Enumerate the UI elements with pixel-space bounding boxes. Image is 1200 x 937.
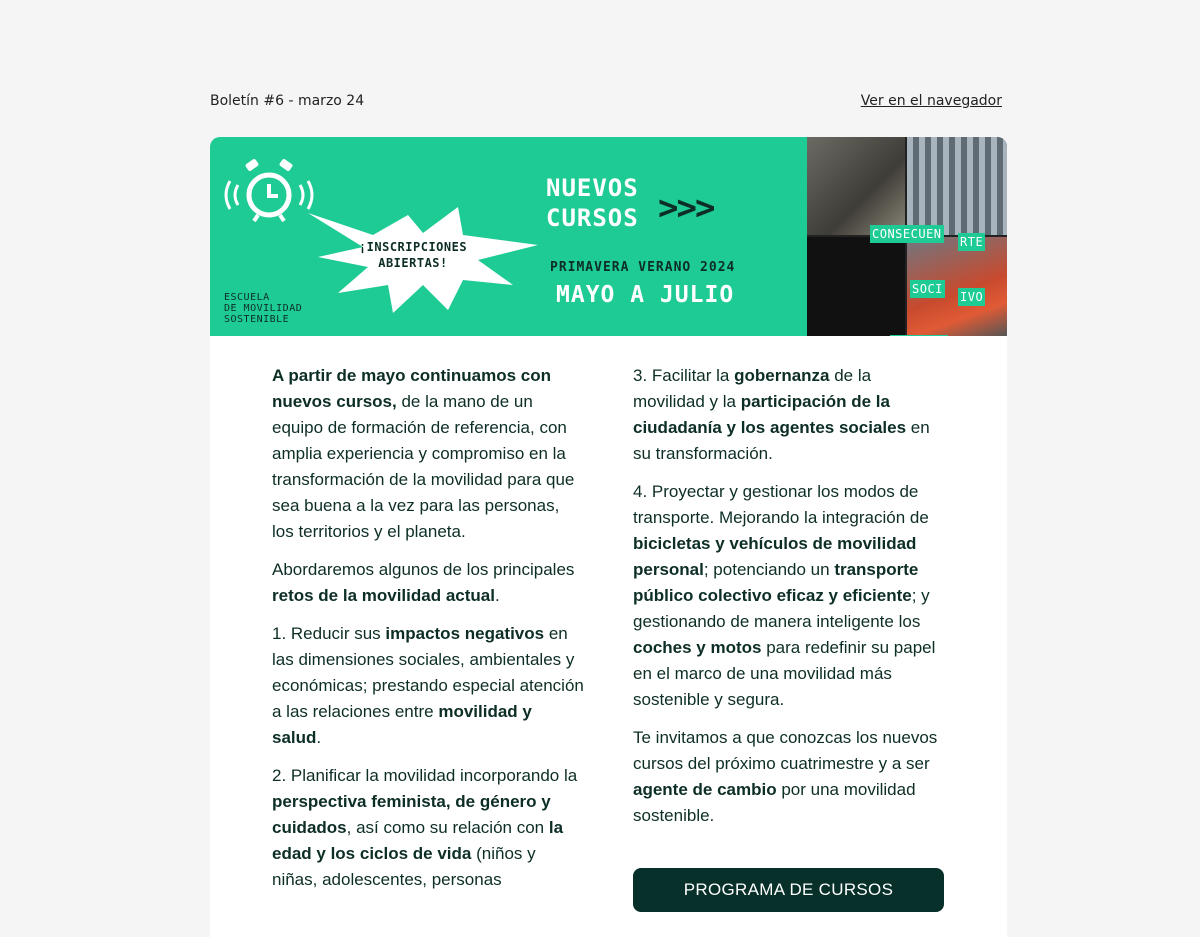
body-paragraph [272, 763, 584, 893]
text-run: en su transformación. [633, 418, 930, 463]
body-paragraph [633, 363, 945, 467]
bold-text: A partir de mayo continuamos con nuevos cursos, [272, 366, 551, 411]
bold-text: impactos negativos [385, 624, 545, 643]
headline: NUEVOS CURSOS [546, 174, 639, 232]
body-column-right [633, 363, 945, 841]
text-run: 3. Facilitar la [633, 366, 735, 385]
newsletter-topbar [210, 90, 1002, 112]
bold-text: transporte público colectivo eficaz y eficiente [633, 560, 919, 605]
body-paragraph [633, 479, 945, 713]
text-run: . [494, 586, 500, 605]
collage-overlay-left: CONSECUEN SOCI [870, 189, 964, 336]
view-in-browser-link[interactable]: Ver en el navegador [860, 93, 1002, 109]
text-run: 1. Reducir sus [272, 624, 386, 643]
bold-text: retos de la movilidad actual [272, 586, 495, 605]
dates-label: MAYO A JULIO [556, 282, 735, 308]
school-logo-text: ESCUELA DE MOVILIDAD SOSTENIBLE [224, 292, 303, 325]
text-run: en las dimensiones sociales, ambientales y económicas; prestando especial atención a las relaciones entre [272, 624, 584, 721]
hero-banner [210, 137, 1007, 336]
body-paragraph [633, 725, 945, 829]
registrations-open-label: ¡INSCRIPCIONES ABIERTAS! [358, 240, 468, 270]
body-column-left [272, 363, 584, 905]
text-run: , así como su relación con [346, 818, 549, 837]
text-run: por una movilidad sostenible. [633, 780, 916, 825]
text-run: Abordaremos algunos de los principales [272, 560, 575, 579]
text-run: ; y gestionando de manera inteligente los [633, 586, 930, 631]
text-run: ; potenciando un [703, 560, 835, 579]
body-paragraph [272, 363, 584, 545]
arrows-label: >>> [658, 188, 714, 228]
bold-text: agente de cambio [633, 780, 777, 799]
bold-text: coches y motos [633, 638, 762, 657]
text-run: 4. Proyectar y gestionar los modos de transporte. Mejorando la integración de [633, 482, 929, 527]
body-paragraph [272, 557, 584, 609]
text-run: (niños y niñas, adolescentes, personas [272, 844, 536, 889]
bold-text: movilidad y salud [272, 702, 532, 747]
edition-label: Boletín #6 - marzo 24 [210, 93, 365, 109]
collage-overlay-right: RTE IVO [958, 197, 1004, 336]
text-run: Te invitamos a que conozcas los nuevos cursos del próximo cuatrimestre y a ser [633, 728, 938, 773]
bold-text: la edad y los ciclos de vida [272, 818, 564, 863]
season-label: PRIMAVERA VERANO 2024 [550, 260, 736, 275]
text-run: de la mano de un equipo de formación de referencia, con amplia experiencia y compromiso en la transformación de la movilidad para que sea buena a la vez para las personas, los territorios y el planeta. [272, 392, 575, 541]
text-run: 2. Planificar la movilidad incorporando la [272, 766, 578, 785]
body-paragraph [272, 621, 584, 751]
bold-text: gobernanza [734, 366, 830, 385]
text-run: de la movilidad y la [633, 366, 872, 411]
text-run: . [316, 728, 322, 747]
bold-text: bicicletas y vehículos de movilidad personal [633, 534, 917, 579]
bold-text: perspectiva feminista, de género y cuidados [272, 792, 551, 837]
course-program-button[interactable]: PROGRAMA DE CURSOS [633, 868, 944, 912]
newsletter-card [210, 137, 1007, 937]
bold-text: participación de la ciudadanía y los agentes sociales [633, 392, 907, 437]
text-run: para redefinir su papel en el marco de una movilidad más sostenible y segura. [633, 638, 936, 709]
